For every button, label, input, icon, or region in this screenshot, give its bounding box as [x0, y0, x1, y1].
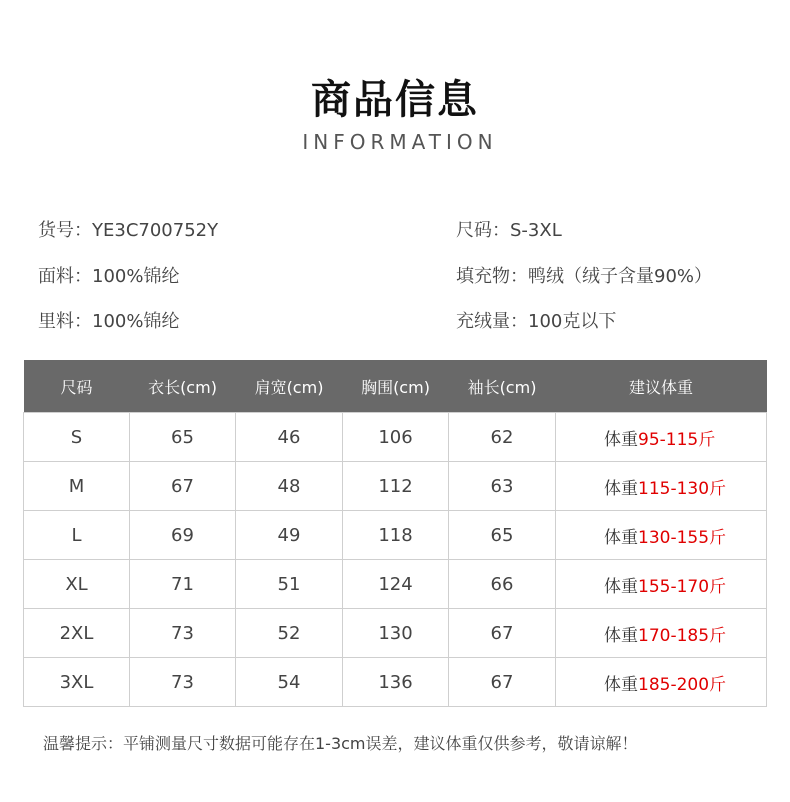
cell-sleeve: 62: [449, 413, 556, 462]
cell-sleeve: 65: [449, 511, 556, 560]
cell-weight: [556, 609, 767, 658]
cell-size: 2XL: [24, 609, 130, 658]
header-size: 尺码: [24, 360, 130, 413]
page-subtitle: INFORMATION: [302, 130, 498, 154]
footer-tip: 温馨提示：平铺测量尺寸数据可能存在1-3cm误差，建议体重仅供参考，敬请谅解！: [43, 734, 638, 753]
size-table: [23, 360, 767, 707]
weight-range: 130-155斤: [638, 527, 727, 548]
table-row: [24, 560, 767, 609]
weight-prefix: 体重: [604, 429, 638, 450]
cell-shoulder: 48: [236, 462, 343, 511]
cell-chest: 118: [343, 511, 449, 560]
page-title: 商品信息: [311, 77, 479, 123]
cell-shoulder: 52: [236, 609, 343, 658]
cell-shoulder: 46: [236, 413, 343, 462]
cell-size: M: [24, 462, 130, 511]
weight-range: 115-130斤: [638, 478, 727, 499]
cell-length: 73: [130, 658, 236, 707]
info-filling: 填充物：鸭绒（绒子含量90%）: [456, 266, 713, 287]
cell-length: 67: [130, 462, 236, 511]
header-shoulder: 肩宽(cm): [236, 360, 343, 413]
cell-length: 69: [130, 511, 236, 560]
weight-prefix: 体重: [604, 576, 638, 597]
cell-shoulder: 54: [236, 658, 343, 707]
table-row: [24, 658, 767, 707]
cell-sleeve: 63: [449, 462, 556, 511]
info-size-range: 尺码：S-3XL: [456, 220, 562, 241]
size-table-header-row: [24, 360, 767, 413]
cell-weight: [556, 560, 767, 609]
table-row: [24, 413, 767, 462]
cell-sleeve: 66: [449, 560, 556, 609]
cell-weight: [556, 658, 767, 707]
info-lining: 里料：100%锦纶: [38, 311, 180, 332]
cell-sleeve: 67: [449, 609, 556, 658]
cell-chest: 124: [343, 560, 449, 609]
header-length: 衣长(cm): [130, 360, 236, 413]
cell-size: L: [24, 511, 130, 560]
weight-prefix: 体重: [604, 625, 638, 646]
cell-size: S: [24, 413, 130, 462]
info-fabric: 面料：100%锦纶: [38, 266, 180, 287]
header-chest: 胸围(cm): [343, 360, 449, 413]
cell-length: 73: [130, 609, 236, 658]
weight-prefix: 体重: [604, 674, 638, 695]
weight-range: 170-185斤: [638, 625, 727, 646]
cell-length: 65: [130, 413, 236, 462]
weight-prefix: 体重: [604, 527, 638, 548]
table-row: [24, 609, 767, 658]
cell-weight: [556, 413, 767, 462]
cell-chest: 136: [343, 658, 449, 707]
cell-length: 71: [130, 560, 236, 609]
header-weight: 建议体重: [556, 360, 767, 413]
cell-size: XL: [24, 560, 130, 609]
table-row: [24, 462, 767, 511]
weight-range: 155-170斤: [638, 576, 727, 597]
info-item-no: 货号：YE3C700752Y: [38, 220, 219, 241]
cell-shoulder: 49: [236, 511, 343, 560]
cell-size: 3XL: [24, 658, 130, 707]
cell-chest: 130: [343, 609, 449, 658]
weight-range: 185-200斤: [638, 674, 727, 695]
weight-prefix: 体重: [604, 478, 638, 499]
table-row: [24, 511, 767, 560]
cell-weight: [556, 511, 767, 560]
info-fill-amount: 充绒量：100克以下: [456, 311, 617, 332]
cell-shoulder: 51: [236, 560, 343, 609]
weight-range: 95-115斤: [638, 429, 716, 450]
cell-chest: 112: [343, 462, 449, 511]
cell-chest: 106: [343, 413, 449, 462]
cell-weight: [556, 462, 767, 511]
cell-sleeve: 67: [449, 658, 556, 707]
header-sleeve: 袖长(cm): [449, 360, 556, 413]
